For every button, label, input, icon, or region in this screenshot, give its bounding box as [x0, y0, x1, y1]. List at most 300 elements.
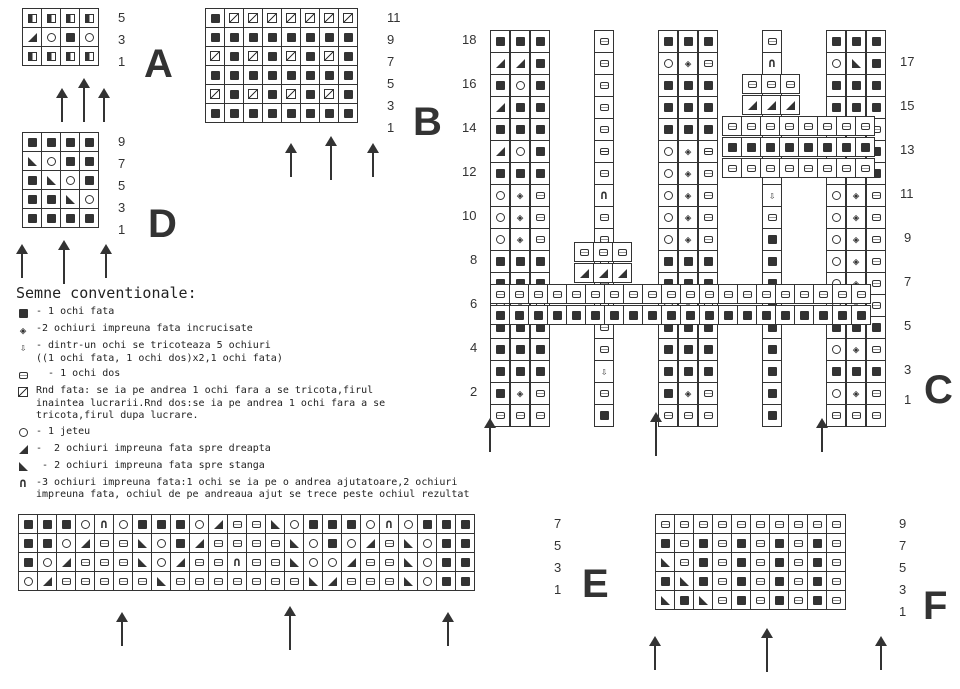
stitch-yo-icon — [42, 152, 60, 170]
stitch-k-icon — [301, 104, 319, 122]
stitch-k-icon — [282, 28, 300, 46]
stitch-k-icon — [339, 66, 357, 84]
stitch-k-icon — [23, 133, 41, 151]
stitch-k-icon — [659, 361, 677, 382]
stitch-p-icon — [751, 534, 769, 552]
row-number: 5 — [118, 10, 126, 25]
stitch-yo-icon — [659, 229, 677, 250]
stitch-k-icon — [867, 31, 885, 52]
stitch-p-icon — [594, 243, 612, 261]
stitch-k-icon — [732, 553, 750, 571]
stitch-k-icon — [531, 97, 549, 118]
stitch-p-icon — [780, 159, 798, 177]
stitch-p-icon — [867, 185, 885, 206]
stitch-k-icon — [511, 163, 529, 184]
stitch-k-icon — [339, 47, 357, 65]
stitch-k-icon — [456, 515, 474, 533]
row-number: 5 — [904, 318, 912, 333]
legend-item — [16, 460, 476, 474]
stitch-dec3-icon — [763, 53, 781, 74]
stitch-k-icon — [61, 152, 79, 170]
stitch-p-icon — [531, 207, 549, 228]
stitch-yo-icon — [152, 534, 170, 552]
stitch-yo-icon — [16, 426, 30, 440]
stitch-p-icon — [699, 53, 717, 74]
stitch-k-icon — [699, 75, 717, 96]
stitch-k-icon — [679, 97, 697, 118]
stitch-k-icon — [867, 53, 885, 74]
legend-items — [16, 306, 476, 502]
stitch-sl-icon — [263, 9, 281, 27]
stitch-p-icon — [751, 553, 769, 571]
stitch-yo-icon — [491, 207, 509, 228]
stitch-k-icon — [867, 75, 885, 96]
stitch-cx-icon — [847, 229, 865, 250]
chart-c-band — [742, 95, 800, 115]
stitch-cx-icon — [511, 229, 529, 250]
row-number: 1 — [899, 604, 907, 619]
stitch-p-icon — [799, 159, 817, 177]
stitch-half-icon — [42, 9, 60, 27]
stitch-cx-icon — [511, 185, 529, 206]
stitch-p-icon — [867, 207, 885, 228]
stitch-k-icon — [595, 405, 613, 426]
stitch-k-icon — [742, 138, 760, 156]
stitch-sl-icon — [282, 85, 300, 103]
stitch-k-icon — [679, 361, 697, 382]
legend-item — [16, 340, 476, 365]
stitch-p-icon — [491, 285, 509, 303]
stitch-k-icon — [491, 119, 509, 140]
stitch-k-icon — [531, 119, 549, 140]
stitch-dec3-icon — [16, 477, 30, 491]
stitch-p-icon — [699, 207, 717, 228]
stitch-k-icon — [833, 306, 851, 324]
chart-c — [462, 30, 953, 412]
stitch-p-icon — [529, 285, 547, 303]
stitch-dec3-icon — [95, 515, 113, 533]
row-number: 12 — [462, 164, 477, 179]
stitch-p-icon — [595, 31, 613, 52]
stitch-k-icon — [437, 534, 455, 552]
stitch-k-icon — [847, 31, 865, 52]
row-number: 16 — [462, 76, 477, 91]
row-number: 1 — [387, 120, 395, 135]
stitch-p-icon — [837, 117, 855, 135]
stitch-p-icon — [867, 251, 885, 272]
stitch-k-icon — [694, 553, 712, 571]
stitch-k-icon — [491, 163, 509, 184]
stitch-k-icon — [339, 85, 357, 103]
stitch-k-icon — [694, 534, 712, 552]
stitch-k-icon — [206, 9, 224, 27]
stitch-yo-icon — [827, 251, 845, 272]
stitch-k2l-icon — [675, 572, 693, 590]
stitch-k2r-icon — [209, 515, 227, 533]
legend-item — [16, 385, 476, 423]
stitch-p-icon — [738, 285, 756, 303]
stitch-p-icon — [713, 572, 731, 590]
chart-c-band — [574, 263, 632, 283]
stitch-k-icon — [732, 572, 750, 590]
stitch-p-icon — [114, 534, 132, 552]
stitch-sl-icon — [320, 47, 338, 65]
stitch-p-icon — [694, 515, 712, 533]
stitch-k-icon — [531, 141, 549, 162]
stitch-p-icon — [624, 285, 642, 303]
stitch-k-icon — [761, 138, 779, 156]
row-number: 15 — [900, 98, 915, 113]
stitch-p-icon — [681, 285, 699, 303]
stitch-k-icon — [23, 190, 41, 208]
legend — [16, 284, 476, 505]
stitch-p-icon — [531, 405, 549, 426]
chart-d-letter: D — [148, 202, 177, 246]
stitch-k-icon — [856, 138, 874, 156]
stitch-p-icon — [190, 572, 208, 590]
stitch-p-icon — [776, 285, 794, 303]
stitch-k-icon — [808, 553, 826, 571]
stitch-yo-icon — [418, 553, 436, 571]
stitch-p-icon — [814, 285, 832, 303]
stitch-p-icon — [76, 553, 94, 571]
legend-item-text: - 2 ochiuri impreuna fata spre dreapta — [36, 442, 271, 454]
stitch-p-icon — [133, 572, 151, 590]
stitch-cx-icon — [679, 207, 697, 228]
stitch-k-icon — [171, 534, 189, 552]
legend-item-text: -2 ochiuri impreuna fata incrucisate — [36, 323, 253, 334]
legend-item-text: - 2 ochiuri impreuna fata spre stanga — [36, 459, 265, 471]
stitch-p-icon — [713, 553, 731, 571]
stitch-k-icon — [808, 572, 826, 590]
stitch-dec3-icon — [595, 185, 613, 206]
row-number: 3 — [118, 200, 126, 215]
stitch-p-icon — [867, 383, 885, 404]
stitch-k-icon — [491, 383, 509, 404]
stitch-k-icon — [263, 66, 281, 84]
stitch-half-icon — [80, 47, 98, 65]
stitch-k-icon — [206, 28, 224, 46]
chart-e-grid — [18, 514, 475, 591]
stitch-p-icon — [789, 591, 807, 609]
stitch-sl-icon — [16, 385, 30, 399]
row-number: 5 — [554, 538, 562, 553]
legend-item-text: - 1 jeteu — [36, 425, 91, 437]
stitch-k-icon — [320, 28, 338, 46]
stitch-k-icon — [301, 66, 319, 84]
stitch-cx-icon — [511, 383, 529, 404]
stitch-yo-icon — [285, 515, 303, 533]
stitch-yo-icon — [80, 190, 98, 208]
stitch-k-icon — [437, 515, 455, 533]
stitch-k-icon — [679, 75, 697, 96]
stitch-yo-icon — [491, 229, 509, 250]
legend-item-text: - 1 ochi dos — [36, 368, 121, 379]
stitch-k-icon — [19, 553, 37, 571]
chart-f-letter: F — [923, 584, 948, 628]
row-number: 7 — [904, 274, 912, 289]
stitch-cx-icon — [847, 339, 865, 360]
chart-c-column — [510, 30, 530, 427]
stitch-p-icon — [285, 572, 303, 590]
stitch-k-icon — [763, 339, 781, 360]
stitch-half-icon — [80, 9, 98, 27]
stitch-k-icon — [732, 591, 750, 609]
stitch-yo-icon — [342, 534, 360, 552]
stitch-dec3-icon — [380, 515, 398, 533]
stitch-p-icon — [799, 117, 817, 135]
row-number: 3 — [118, 32, 126, 47]
stitch-k-icon — [342, 515, 360, 533]
stitch-half-icon — [61, 9, 79, 27]
stitch-p-icon — [643, 285, 661, 303]
stitch-p-icon — [209, 534, 227, 552]
stitch-k-icon — [80, 171, 98, 189]
stitch-p-icon — [595, 339, 613, 360]
stitch-p-icon — [511, 405, 529, 426]
stitch-k2r-icon — [743, 96, 761, 114]
chart-c-band — [574, 242, 632, 262]
stitch-k-icon — [225, 66, 243, 84]
stitch-k-icon — [19, 534, 37, 552]
stitch-p-icon — [548, 285, 566, 303]
stitch-p-icon — [713, 591, 731, 609]
stitch-k-icon — [763, 229, 781, 250]
stitch-k-icon — [491, 251, 509, 272]
stitch-p-icon — [867, 405, 885, 426]
chart-c-column — [866, 30, 886, 427]
stitch-k2l-icon — [656, 591, 674, 609]
row-number: 4 — [470, 340, 478, 355]
stitch-sl-icon — [225, 9, 243, 27]
chart-d-grid — [22, 132, 99, 228]
stitch-k-icon — [437, 553, 455, 571]
stitch-yo-icon — [827, 207, 845, 228]
stitch-k-icon — [567, 306, 585, 324]
stitch-k-icon — [776, 306, 794, 324]
stitch-sl-icon — [320, 9, 338, 27]
stitch-p-icon — [247, 534, 265, 552]
stitch-k-icon — [511, 251, 529, 272]
stitch-cx-icon — [679, 185, 697, 206]
stitch-k-icon — [531, 163, 549, 184]
stitch-p-icon — [595, 141, 613, 162]
stitch-k-icon — [659, 119, 677, 140]
stitch-yo-icon — [418, 534, 436, 552]
stitch-p-icon — [780, 117, 798, 135]
stitch-k-icon — [827, 97, 845, 118]
stitch-p-icon — [742, 159, 760, 177]
stitch-sl-icon — [339, 9, 357, 27]
stitch-yo-icon — [511, 75, 529, 96]
stitch-yo-icon — [190, 515, 208, 533]
stitch-k2r-icon — [361, 534, 379, 552]
stitch-p-icon — [209, 572, 227, 590]
stitch-p-icon — [770, 515, 788, 533]
stitch-k-icon — [57, 515, 75, 533]
stitch-sl-icon — [320, 85, 338, 103]
stitch-p-icon — [247, 553, 265, 571]
stitch-yo-icon — [827, 53, 845, 74]
stitch-k-icon — [38, 534, 56, 552]
stitch-yo-icon — [323, 553, 341, 571]
stitch-p-icon — [761, 159, 779, 177]
chart-a-grid — [22, 8, 99, 66]
row-number: 9 — [118, 134, 126, 149]
stitch-k2l-icon — [133, 553, 151, 571]
stitch-k2r-icon — [594, 264, 612, 282]
stitch-k2l-icon — [133, 534, 151, 552]
stitch-p-icon — [675, 515, 693, 533]
stitch-yo-icon — [304, 553, 322, 571]
stitch-k2r-icon — [511, 53, 529, 74]
stitch-yo-icon — [511, 141, 529, 162]
legend-item — [16, 368, 476, 382]
stitch-k-icon — [263, 47, 281, 65]
stitch-k-icon — [867, 361, 885, 382]
stitch-yo-icon — [57, 534, 75, 552]
stitch-p-icon — [789, 572, 807, 590]
stitch-k-icon — [437, 572, 455, 590]
stitch-k-icon — [700, 306, 718, 324]
chart-c-column — [826, 30, 846, 427]
stitch-p-icon — [114, 553, 132, 571]
row-number: 13 — [900, 142, 915, 157]
stitch-k-icon — [206, 104, 224, 122]
stitch-yo-icon — [827, 339, 845, 360]
stitch-k2l-icon — [285, 534, 303, 552]
stitch-p-icon — [700, 285, 718, 303]
stitch-k2r-icon — [171, 553, 189, 571]
stitch-p-icon — [675, 534, 693, 552]
stitch-yo-icon — [491, 185, 509, 206]
stitch-k2r-icon — [190, 534, 208, 552]
chart-a-letter: A — [144, 42, 173, 86]
stitch-p-icon — [228, 515, 246, 533]
stitch-p-icon — [743, 75, 761, 93]
stitch-k-icon — [42, 209, 60, 227]
stitch-k2r-icon — [491, 97, 509, 118]
stitch-k-icon — [852, 306, 870, 324]
stitch-k-icon — [770, 553, 788, 571]
stitch-k-icon — [38, 515, 56, 533]
chart-c-column — [530, 30, 550, 427]
stitch-k-icon — [244, 66, 262, 84]
row-number: 7 — [118, 156, 126, 171]
stitch-k-icon — [679, 251, 697, 272]
row-number: 5 — [118, 178, 126, 193]
stitch-k-icon — [301, 47, 319, 65]
chart-c-column — [490, 30, 510, 427]
stitch-yo-icon — [659, 207, 677, 228]
stitch-p-icon — [95, 534, 113, 552]
stitch-k-icon — [304, 515, 322, 533]
legend-item-text: - dintr-un ochi se tricoteaza 5 ochiuri ((1 ochi fata, 1 ochi dos)x2,1 ochi fata) — [36, 340, 283, 364]
stitch-cx-icon — [679, 383, 697, 404]
stitch-cx-icon — [679, 229, 697, 250]
stitch-k-icon — [511, 361, 529, 382]
stitch-p-icon — [266, 553, 284, 571]
row-number: 8 — [470, 252, 478, 267]
stitch-yo-icon — [659, 185, 677, 206]
legend-item — [16, 306, 476, 320]
stitch-k-icon — [837, 138, 855, 156]
stitch-yo-icon — [659, 163, 677, 184]
stitch-p-icon — [16, 368, 30, 382]
chart-c-column — [658, 30, 678, 427]
stitch-k-icon — [699, 251, 717, 272]
stitch-k-icon — [763, 405, 781, 426]
stitch-k-icon — [225, 28, 243, 46]
stitch-p-icon — [595, 383, 613, 404]
stitch-k-icon — [529, 306, 547, 324]
stitch-k-icon — [605, 306, 623, 324]
stitch-k2r-icon — [342, 553, 360, 571]
stitch-k2r-icon — [57, 553, 75, 571]
stitch-p-icon — [595, 119, 613, 140]
stitch-k-icon — [323, 515, 341, 533]
stitch-k-icon — [675, 591, 693, 609]
stitch-p-icon — [833, 285, 851, 303]
stitch-p-icon — [856, 159, 874, 177]
stitch-k-icon — [244, 28, 262, 46]
row-number: 3 — [899, 582, 907, 597]
stitch-k-icon — [808, 591, 826, 609]
stitch-inc5-icon — [763, 185, 781, 206]
chart-c-column — [846, 30, 866, 427]
stitch-k-icon — [656, 572, 674, 590]
stitch-sl-icon — [244, 47, 262, 65]
stitch-k-icon — [699, 97, 717, 118]
stitch-yo-icon — [152, 553, 170, 571]
stitch-p-icon — [595, 97, 613, 118]
stitch-cx-icon — [511, 207, 529, 228]
stitch-k-icon — [511, 31, 529, 52]
stitch-k-icon — [456, 534, 474, 552]
stitch-p-icon — [763, 207, 781, 228]
stitch-k2r-icon — [323, 572, 341, 590]
stitch-k-icon — [531, 361, 549, 382]
stitch-p-icon — [531, 229, 549, 250]
stitch-p-icon — [789, 553, 807, 571]
stitch-cx-icon — [847, 383, 865, 404]
stitch-k-icon — [61, 133, 79, 151]
stitch-p-icon — [723, 159, 741, 177]
stitch-p-icon — [76, 572, 94, 590]
stitch-k-icon — [263, 104, 281, 122]
legend-item — [16, 477, 476, 502]
stitch-p-icon — [751, 515, 769, 533]
stitch-k-icon — [42, 190, 60, 208]
stitch-k2l-icon — [399, 534, 417, 552]
stitch-p-icon — [510, 285, 528, 303]
stitch-k-icon — [491, 306, 509, 324]
stitch-k-icon — [699, 361, 717, 382]
stitch-yo-icon — [361, 515, 379, 533]
stitch-k-icon — [531, 31, 549, 52]
stitch-k-icon — [681, 306, 699, 324]
stitch-yo-icon — [827, 185, 845, 206]
row-number: 2 — [470, 384, 478, 399]
stitch-k-icon — [827, 361, 845, 382]
stitch-yo-icon — [399, 515, 417, 533]
stitch-p-icon — [762, 75, 780, 93]
stitch-p-icon — [867, 339, 885, 360]
stitch-sl-icon — [301, 9, 319, 27]
stitch-p-icon — [781, 75, 799, 93]
stitch-sl-icon — [244, 9, 262, 27]
chart-b-letter: B — [413, 100, 442, 144]
